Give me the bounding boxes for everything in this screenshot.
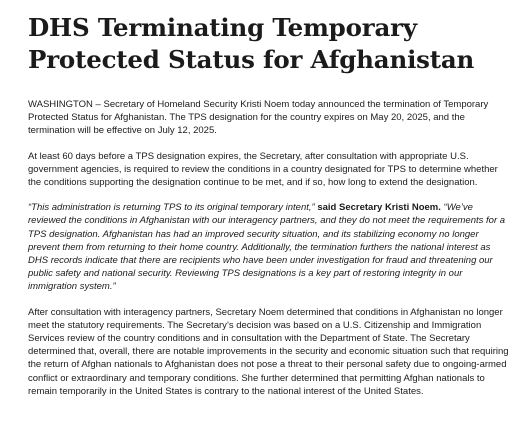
quote-part-two: “We’ve reviewed the conditions in Afghanistan with our interagency partners, and they do not meet the requirements for a TPS designation. Afghanistan has had an improved security situation, and its stabilizing economy no longer prevent them from returning to their home country. Additionally, the termination furthers the national interest as DHS records indicate that there are recipients who have been under investigation for fraud and threatening our public safety and national security. Reviewing TPS designations is a key part of restoring integrity in our immigration system.” xyxy=(28,202,506,293)
paragraph-determination: After consultation with interagency partners, Secretary Noem determined that conditions in Afghanistan no longer meet the statutory requirements. The Secretary’s decision was based on a U.S. Citizenship and Immigration Services review of the country conditions and in consultation with the Department of State. The Secretary determined that, overall, there are notable improvements in the security and economic situation such that requiring the return of Afghan nationals to Afghanistan does not pose a threat to their personal safety due to ongoing-armed conflict or extraordinary and temporary conditions. She further determined that permitting Afghan nationals to remain temporarily in the United States is contrary to the national interest of the United States. xyxy=(28,306,509,397)
article-body xyxy=(28,98,509,398)
quote-part-one: “This administration is returning TPS to its original temporary intent,” xyxy=(28,202,315,214)
paragraph-review-requirement: At least 60 days before a TPS designation expires, the Secretary, after consultation with appropriate U.S. government agencies, is required to review the conditions in a country designated for TPS to determine whether the conditions supporting the designation continue to be met, and if so, how long to extend the designation. xyxy=(28,150,498,189)
paragraph-secretary-quote xyxy=(28,201,509,293)
page-title: DHS Terminating Temporary Protected Status for Afghanistan xyxy=(28,13,475,74)
quote-attribution: said Secretary Kristi Noem. xyxy=(314,202,444,214)
paragraph-announcement: WASHINGTON – Secretary of Homeland Security Kristi Noem today announced the termination of Temporary Protected Status for Afghanistan. The TPS designation for the country expires on May 20, 2025, and the termination will be effective on July 12, 2025. xyxy=(28,99,489,137)
